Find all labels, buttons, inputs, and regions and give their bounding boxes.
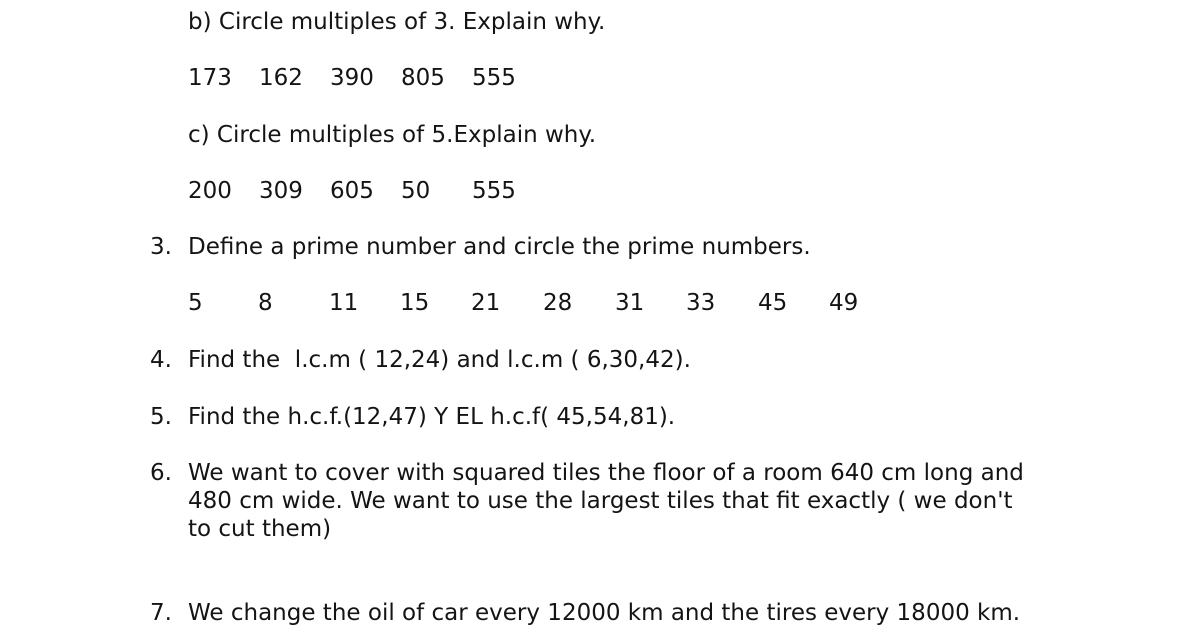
- question-7-text: We change the oil of car every 12000 km and the tires every 18000 km.: [188, 600, 1021, 626]
- number-item[interactable]: 8: [258, 290, 273, 316]
- question-7-marker: 7.: [150, 600, 172, 626]
- number-item[interactable]: 5: [188, 290, 203, 316]
- number-item[interactable]: 555: [472, 178, 516, 204]
- question-3-marker: 3.: [150, 234, 172, 260]
- question-6-line: 480 cm wide. We want to use the largest tiles that fit exactly ( we don't: [188, 488, 1013, 514]
- number-item[interactable]: 49: [829, 290, 859, 316]
- number-item[interactable]: 173: [188, 65, 232, 91]
- part-b-prompt: b) Circle multiples of 3. Explain why.: [188, 9, 606, 35]
- number-item[interactable]: 15: [400, 290, 430, 316]
- number-item[interactable]: 21: [471, 290, 501, 316]
- number-item[interactable]: 805: [401, 65, 445, 91]
- number-item[interactable]: 390: [330, 65, 374, 91]
- number-item[interactable]: 33: [686, 290, 716, 316]
- question-6-marker: 6.: [150, 460, 172, 486]
- question-6-line: We want to cover with squared tiles the floor of a room 640 cm long and: [188, 460, 1024, 486]
- question-4-text: Find the l.c.m ( 12,24) and l.c.m ( 6,30,42).: [188, 347, 691, 373]
- number-item[interactable]: 28: [543, 290, 573, 316]
- question-3-text: Define a prime number and circle the prime numbers.: [188, 234, 811, 260]
- number-item[interactable]: 605: [330, 178, 374, 204]
- number-item[interactable]: 162: [259, 65, 303, 91]
- question-4-marker: 4.: [150, 347, 172, 373]
- number-item[interactable]: 45: [758, 290, 788, 316]
- number-item[interactable]: 31: [615, 290, 645, 316]
- number-item[interactable]: 50: [401, 178, 431, 204]
- question-6-text: [188, 459, 1024, 543]
- question-6-line: to cut them): [188, 516, 332, 542]
- number-item[interactable]: 11: [329, 290, 359, 316]
- question-5-text: Find the h.c.f.(12,47) Y EL h.c.f( 45,54,81).: [188, 404, 676, 430]
- number-item[interactable]: 555: [472, 65, 516, 91]
- part-c-prompt: c) Circle multiples of 5.Explain why.: [188, 122, 597, 148]
- number-item[interactable]: 200: [188, 178, 232, 204]
- question-5-marker: 5.: [150, 404, 172, 430]
- number-item[interactable]: 309: [259, 178, 303, 204]
